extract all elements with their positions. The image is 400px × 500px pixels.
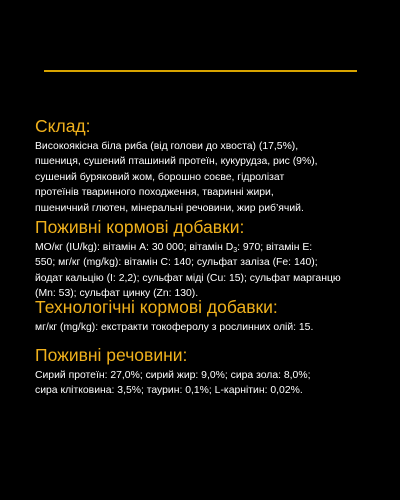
technological-additives-section: [35, 297, 375, 335]
technological-additives-heading: Технологічні кормові добавки:: [35, 297, 278, 317]
nutrients-heading: Поживні речовини:: [35, 345, 188, 365]
nutrients-section: [35, 345, 375, 399]
vitamin-line-end: : 970; вітамін Е:: [237, 242, 313, 253]
vitamin-d-subscript: 3: [233, 247, 238, 254]
nutritional-additives-text: [35, 240, 375, 302]
vitamin-line-start: МО/кг (IU/kg): вітамін А: 30 000; вітамін D: [35, 242, 234, 253]
nutritional-additives-line: (Mn: 53); сульфат цинку (Zn: 130).: [35, 288, 199, 300]
technological-additives-text: [35, 320, 375, 335]
composition-line: сушений буряковий жом, борошно соєве, гідролізат: [35, 171, 285, 183]
composition-text: [35, 139, 375, 216]
technological-additives-line: мг/кг (mg/kg): екстракти токоферолу з рослинних олій: 15.: [35, 322, 314, 333]
composition-line: протеїнів тваринного походження, тваринні жири,: [35, 187, 274, 199]
composition-line: пшениця, сушений пташиний протеїн, кукурудза, рис (9%),: [35, 156, 318, 168]
composition-section: [35, 116, 375, 216]
nutritional-additives-heading: Поживні кормові добавки:: [35, 217, 245, 237]
nutritional-additives-line: [35, 240, 375, 255]
composition-line: пшеничний глютен, мінеральні речовини, жир риб’ячий.: [35, 202, 304, 214]
nutritional-additives-line: 550; мг/кг (mg/kg): вітамін С: 140; сульфат заліза (Fe: 140);: [35, 257, 318, 269]
nutritional-additives-section: [35, 217, 375, 302]
nutrients-line: Сирий протеїн: 27,0%; сирий жир: 9,0%; сира зола: 8,0%;: [35, 370, 311, 381]
composition-line: Високоякісна біла риба (від голови до хвоста) (17,5%),: [35, 141, 299, 152]
gold-divider: [44, 70, 357, 72]
nutrients-line: сира клітковина: 3,5%; таурин: 0,1%; L-карнітин: 0,02%.: [35, 385, 303, 397]
nutrients-text: [35, 368, 375, 399]
composition-heading: Склад:: [35, 116, 91, 136]
nutritional-additives-line: йодат кальцію (І: 2,2); сульфат міді (Cu: 15); сульфат марганцю: [35, 272, 341, 284]
